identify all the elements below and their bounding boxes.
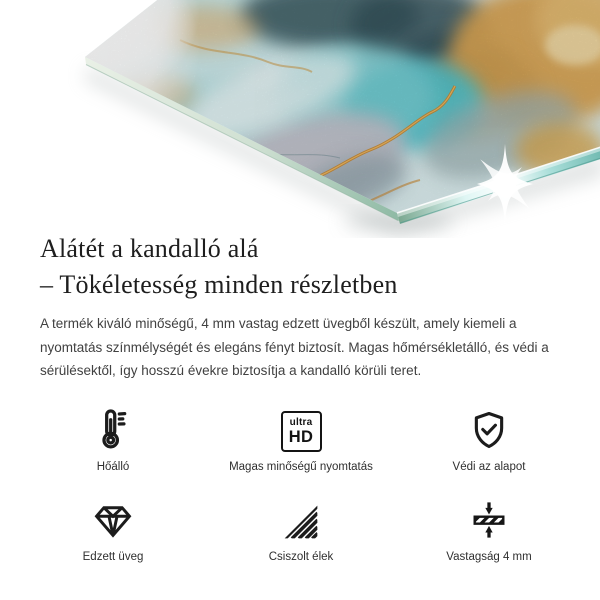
shield-check-icon <box>467 408 511 452</box>
product-image <box>0 0 600 238</box>
diamond-icon <box>92 500 134 542</box>
ultra-hd-icon <box>281 411 322 452</box>
polished-edges-icon <box>281 502 321 542</box>
page-title-line1: Alátét a kandalló alá <box>40 234 259 263</box>
feature-label: Edzett üveg <box>82 551 144 563</box>
feature-label: Csiszolt élek <box>268 551 334 563</box>
feature-label: Hőálló <box>96 461 130 473</box>
features-grid <box>19 399 583 564</box>
feature-label: Magas minőségű nyomtatás <box>229 461 373 473</box>
feature-label: Vastagság 4 mm <box>446 551 532 563</box>
thickness-icon <box>467 498 511 542</box>
ultra-hd-icon-text-bottom: HD <box>288 427 314 446</box>
feature-polished-edges <box>207 489 395 564</box>
thermometer-icon <box>90 406 136 452</box>
page-title-line2: – Tökéletesség minden részletben <box>40 270 398 299</box>
product-description: A termék kiváló minőségű, 4 mm vastag edzett üvegből készült, amely kiemeli a nyomtatás színmélységét és elegáns fényt biztosít. Magas hőmérsékletálló, és védi a sérülésektől, így hosszú évekre biztosítja a kandalló körüli teret. <box>40 316 549 378</box>
feature-tempered-glass <box>19 489 207 564</box>
feature-label: Védi az alapot <box>452 461 526 473</box>
feature-protects-base <box>395 399 583 474</box>
ultra-hd-icon-text-top: ultra <box>289 416 313 428</box>
page-title <box>40 231 398 303</box>
feature-ultra-hd-print <box>207 399 395 474</box>
feature-heat-resistant <box>19 399 207 474</box>
feature-thickness <box>395 489 583 564</box>
